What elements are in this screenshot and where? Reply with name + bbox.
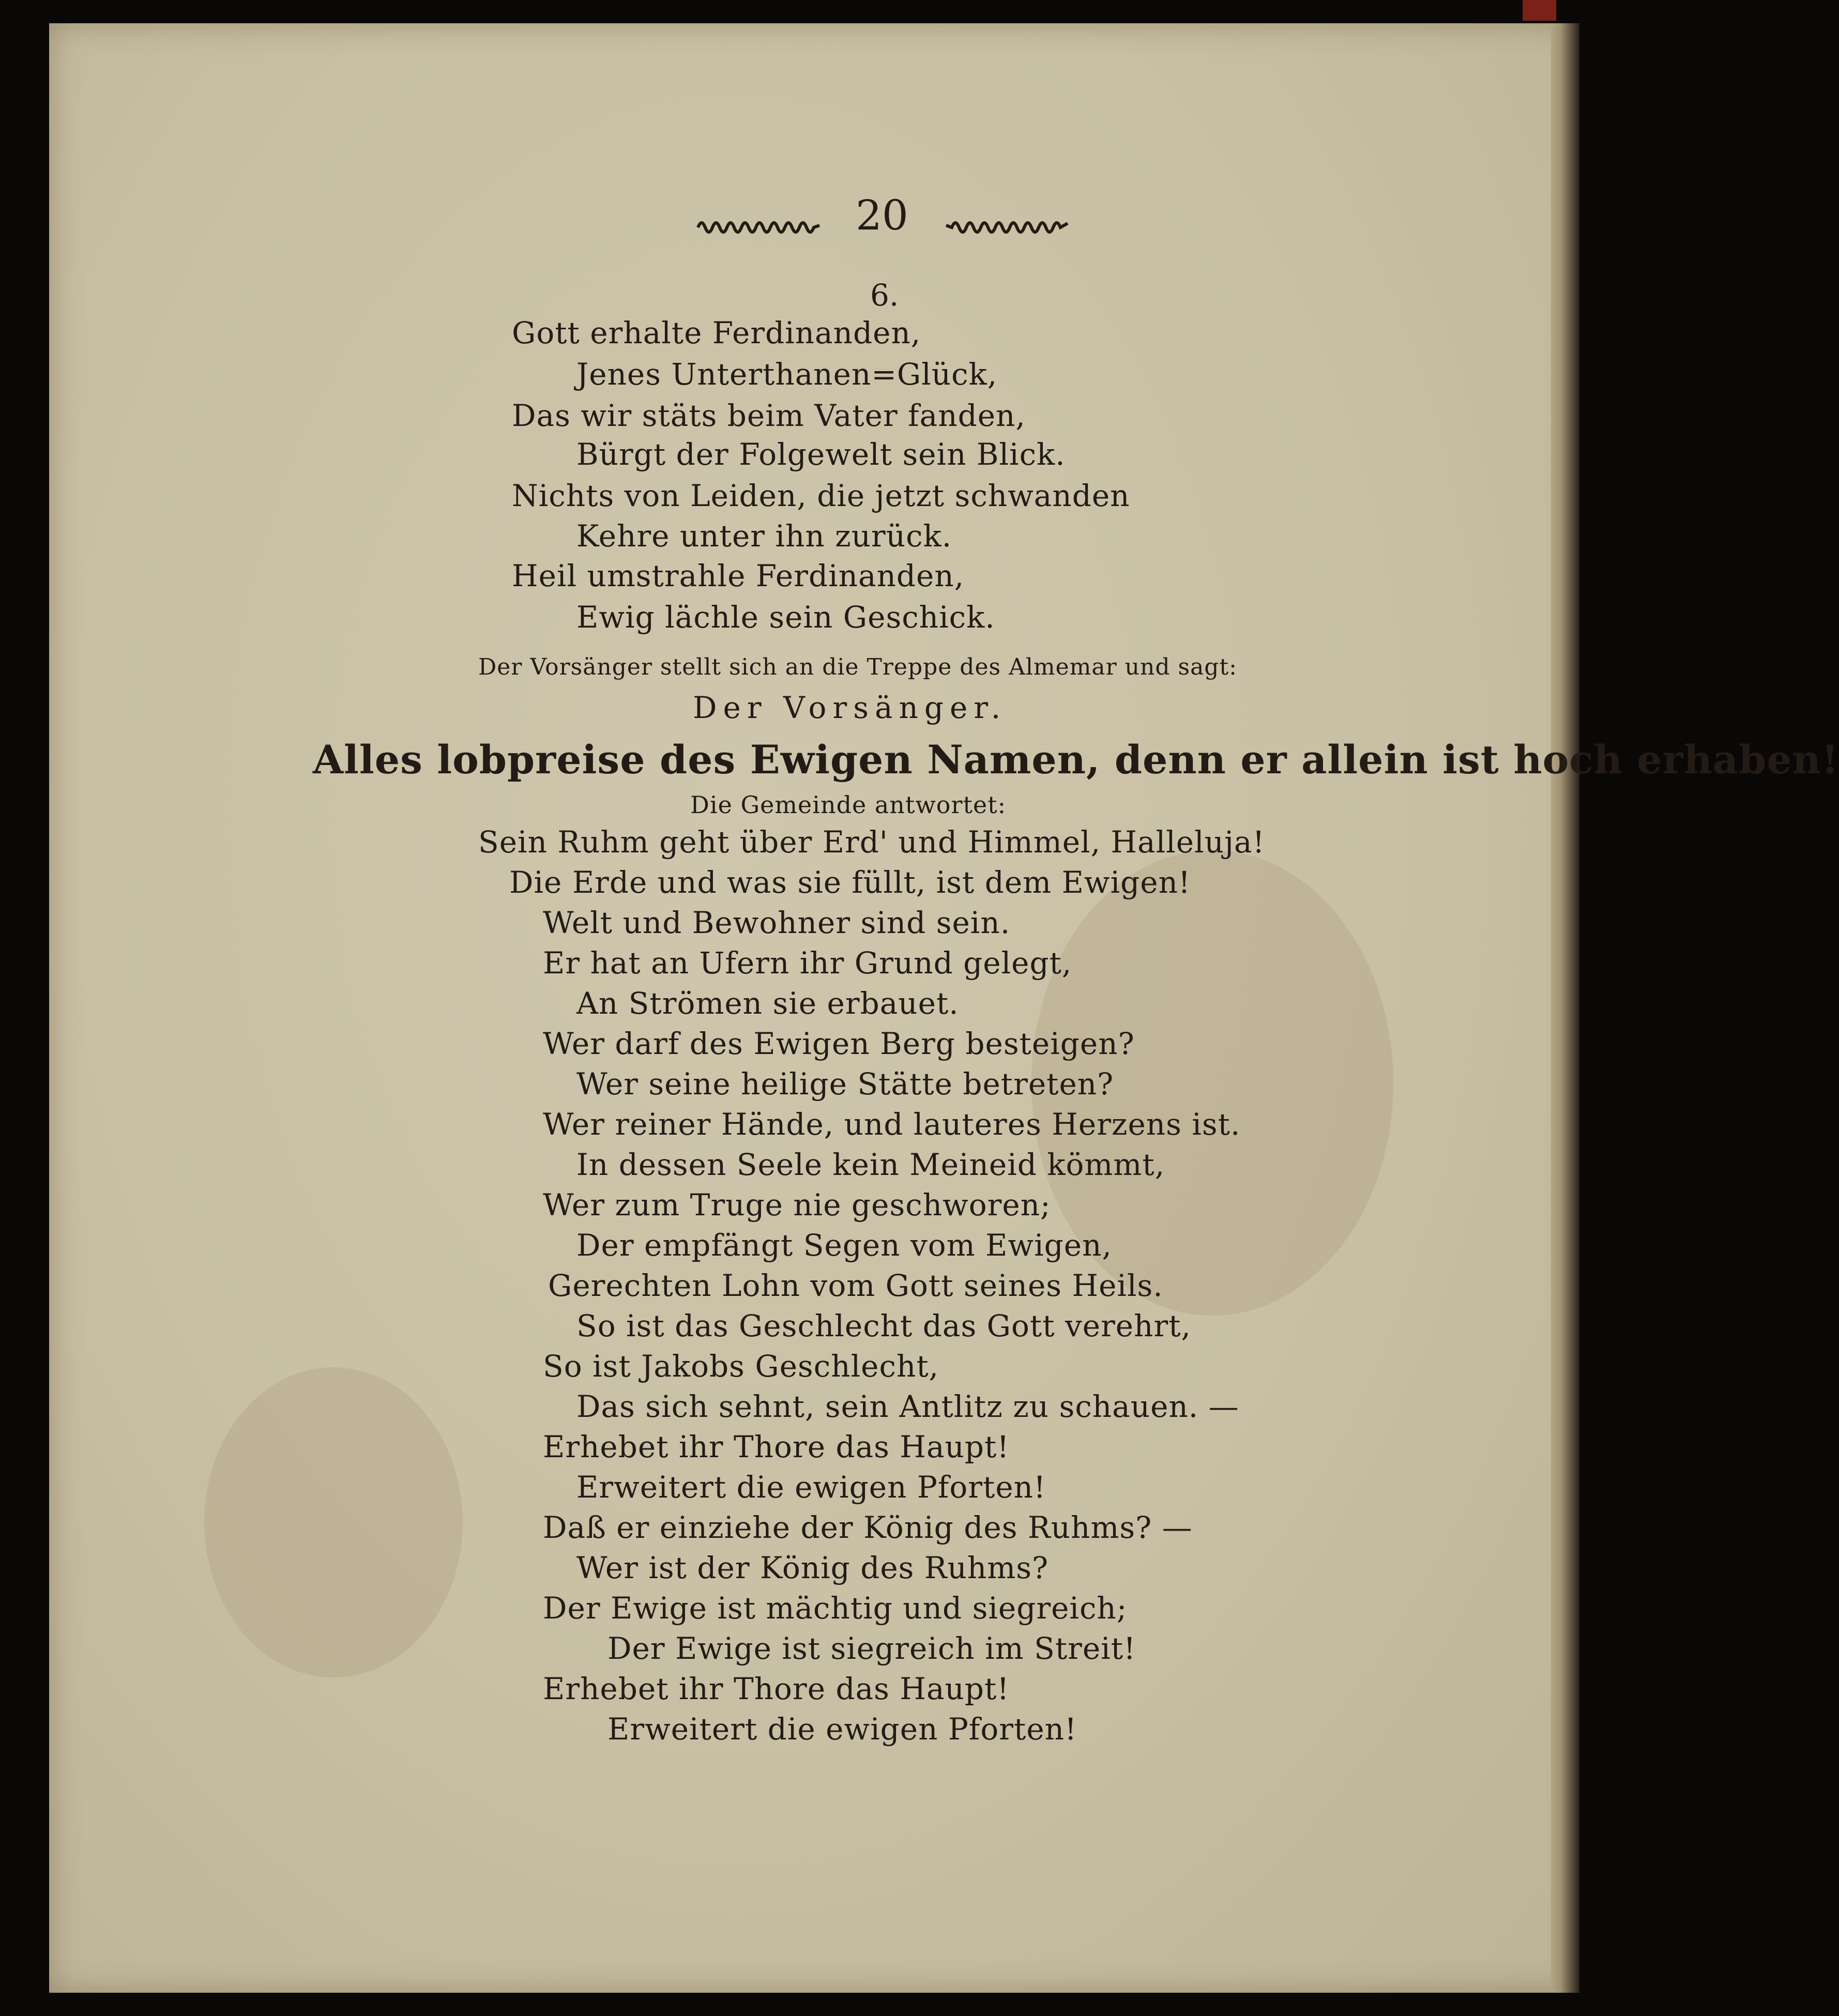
psalm-line: An Strömen sie erbauet.	[576, 986, 959, 1021]
psalm-line: Sein Ruhm geht über Erd' und Himmel, Halleluja!	[478, 824, 1265, 860]
psalm-line: Erweitert die ewigen Pforten!	[607, 1712, 1077, 1747]
psalm-line: Erweitert die ewigen Pforten!	[576, 1470, 1046, 1505]
proclamation: Alles lobpreise des Ewigen Namen, denn er allein ist hoch erhaben!	[313, 737, 1839, 783]
psalm-line: Gerechten Lohn vom Gott seines Heils.	[548, 1268, 1163, 1303]
stanza-line: Gott erhalte Ferdinanden,	[512, 315, 921, 350]
page-number: 20	[856, 191, 908, 239]
ornamental-rule-left	[695, 213, 822, 234]
stanza-number: 6.	[870, 278, 899, 313]
psalm-line: Wer seine heilige Stätte betreten?	[576, 1066, 1114, 1102]
psalm-line: Er hat an Ufern ihr Grund gelegt,	[543, 945, 1072, 981]
psalm-line: In dessen Seele kein Meineid kömmt,	[576, 1147, 1165, 1182]
psalm-line: Erhebet ihr Thore das Haupt!	[543, 1671, 1010, 1706]
paper-stain	[204, 1367, 463, 1677]
psalm-line: Wer ist der König des Ruhms?	[576, 1550, 1049, 1585]
running-header	[695, 191, 1083, 248]
stanza-line: Das wir stäts beim Vater fanden,	[512, 398, 1026, 433]
bookmark-ribbon	[1523, 0, 1556, 21]
book-page	[49, 23, 1839, 1993]
psalm-line: Das sich sehnt, sein Antlitz zu schauen. —	[576, 1389, 1239, 1424]
psalm-line: So ist Jakobs Geschlecht,	[543, 1349, 939, 1384]
psalm-line: Der Ewige ist mächtig und siegreich;	[543, 1591, 1128, 1626]
psalm-line: Welt und Bewohner sind sein.	[543, 905, 1011, 940]
response-rubric: Die Gemeinde antwortet:	[690, 791, 1007, 819]
psalm-line: Erhebet ihr Thore das Haupt!	[543, 1429, 1010, 1464]
stanza-line: Kehre unter ihn zurück.	[576, 518, 952, 554]
stanza-line: Jenes Unterthanen=Glück,	[576, 357, 998, 392]
psalm-line: Der Ewige ist siegreich im Streit!	[607, 1631, 1136, 1666]
speaker-heading: Der Vorsänger.	[693, 690, 1007, 725]
stanza-line: Nichts von Leiden, die jetzt schwanden	[512, 478, 1130, 513]
page-gutter-edge	[1551, 23, 1579, 1993]
psalm-line: Wer zum Truge nie geschworen;	[543, 1187, 1051, 1223]
psalm-line: Daß er einziehe der König des Ruhms? —	[543, 1510, 1193, 1545]
rubric-instruction: Der Vorsänger stellt sich an die Treppe des Almemar und sagt:	[478, 654, 1237, 680]
psalm-line: Die Erde und was sie füllt, ist dem Ewigen!	[509, 865, 1191, 900]
stanza-line: Bürgt der Folgewelt sein Blick.	[576, 437, 1066, 472]
stanza-line: Ewig lächle sein Geschick.	[576, 600, 995, 635]
psalm-line: Wer darf des Ewigen Berg besteigen?	[543, 1026, 1135, 1061]
psalm-line: Der empfängt Segen vom Ewigen,	[576, 1228, 1112, 1263]
psalm-line: Wer reiner Hände, und lauteres Herzens ist.	[543, 1107, 1241, 1142]
psalm-line: So ist das Geschlecht das Gott verehrt,	[576, 1308, 1191, 1343]
stanza-line: Heil umstrahle Ferdinanden,	[512, 558, 965, 593]
ornamental-rule-right	[944, 213, 1070, 234]
